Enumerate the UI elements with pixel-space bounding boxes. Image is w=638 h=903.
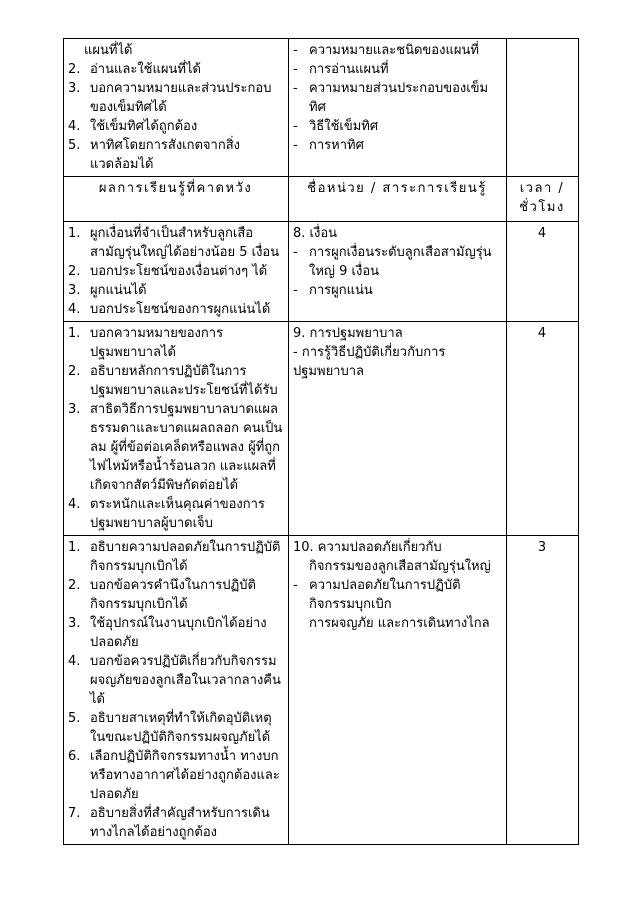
list-item [68,576,283,614]
outcomes-cell [64,39,289,177]
list-item [68,747,283,804]
unit-title: 10. ความปลอดภัยเกี่ยวกับ [293,540,442,555]
item-number: 2. [68,364,81,379]
list-item [293,41,501,60]
content-line: - การรู้วิธีปฏิบัติเกี่ยวกับการปฐมพยาบาล [293,345,446,379]
content-extra: การผจญภัย และการเดินทางไกล [309,616,490,631]
item-dash: - [293,283,298,298]
outcomes-cell [64,222,289,322]
content-list [293,243,501,300]
item-number: 4. [68,302,81,317]
unit-title-cont: กิจกรรมของลูกเสือสามัญรุ่นใหญ่ [309,559,491,574]
content-list [293,576,501,614]
item-number: 4. [68,654,81,669]
item-number: 5. [68,138,81,153]
item-text: อธิบายความปลอดภัยในการปฏิบัติกิจกรรมบุกเบิกได้ [90,540,281,574]
hours-cell [507,39,579,177]
item-dash: - [293,62,298,77]
item-text: ความปลอดภัยในการปฏิบัติกิจกรรมบุกเบิก [309,578,461,612]
item-text: บอกความหมายของการปฐมพยาบาลได้ [90,326,224,360]
item-number: 3. [68,616,81,631]
item-number: 2. [68,62,81,77]
item-number: 2. [68,264,81,279]
item-text: การอ่านแผนที่ [309,62,389,77]
item-dash: - [293,81,298,96]
item-text: บอกข้อควรคำนึงในการปฏิบัติกิจกรรมบุกเบิกได้ [90,578,256,612]
outcomes-list [68,224,283,319]
content-list [293,41,501,155]
item-number: 3. [68,283,81,298]
outcomes-cell [64,322,289,536]
item-text: บอกประโยชน์ของเงื่อนต่างๆ ได้ [90,264,268,279]
item-text: ความหมายและชนิดของแผนที่ [309,43,479,58]
content-cell [289,536,507,845]
item-number: 1. [68,540,81,555]
item-number: 5. [68,711,81,726]
item-text: เลือกปฏิบัติกิจกรรมทางน้ำ ทางบกหรือทางอากาศได้อย่างถูกต้องและปลอดภัย [90,749,280,802]
item-text: การหาทิศ [309,138,364,153]
list-item [68,224,283,262]
item-text: ผูกเงื่อนที่จำเป็นสำหรับลูกเสือสามัญรุ่นใหญ่ได้อย่างน้อย 5 เงื่อน [90,226,280,260]
list-item [68,300,283,319]
item-text: บอกข้อควรปฏิบัติเกี่ยวกับกิจกรรมผจญภัยของลูกเสือในเวลากลางคืนได้ [90,654,281,707]
list-item [68,281,283,300]
content-cell [289,322,507,536]
header-time: เวลา / ชั่วโมง [507,177,579,222]
list-item [68,614,283,652]
item-number: 4. [68,497,81,512]
list-item [293,281,501,300]
item-text: ความหมายส่วนประกอบของเข็มทิศ [309,81,489,115]
list-item [68,400,283,495]
list-item [68,804,283,842]
item-text: อ่านและใช้แผนที่ได้ [90,62,201,77]
item-text: ตระหนักและเห็นคุณค่าของการปฐมพยาบาลผู้บาดเจ็บ [90,497,265,531]
item-number: 1. [68,226,81,241]
item-text: สาธิตวิธีการปฐมพยาบาลบาดแผลธรรมดาและบาดแผลถลอก คนเป็นลม ผู้ที่ข้อต่อเคล็ดหรือแพลง ผู้ที่ถูกไฟไหม้หรือน้ำร้อนลวก และแผลที่เกิดจากสัตว์มีพิษกัดต่อยได้ [90,402,283,493]
table-row [64,322,579,536]
table-row [64,222,579,322]
outcomes-list [68,60,283,174]
list-item [293,79,501,117]
content-cell [289,222,507,322]
content-cell [289,39,507,177]
list-item [293,60,501,79]
list-item [68,79,283,117]
item-number: 3. [68,81,81,96]
unit-title: 8. เงื่อน [293,226,338,241]
hours-cell: 4 [507,322,579,536]
list-item [68,324,283,362]
table-header-row [64,177,579,222]
table-row [64,39,579,177]
item-text: อธิบายหลักการปฏิบัติในการปฐมพยาบาลและประโยชน์ที่ได้รับ [90,364,278,398]
list-item [293,136,501,155]
item-text: การผูกแน่น [309,283,373,298]
table-row [64,536,579,845]
header-outcomes: ผลการเรียนรู้ที่คาดหวัง [64,177,289,222]
item-text: อธิบายสาเหตุที่ทำให้เกิดอุบัติเหตุในขณะปฏิบัติกิจกรรมผจญภัยได้ [90,711,272,745]
list-item [293,243,501,281]
item-dash: - [293,578,298,593]
list-item [293,576,501,614]
list-item [68,262,283,281]
item-text: ใช้เข็มทิศได้ถูกต้อง [90,119,198,134]
item-text: หาทิศโดยการสังเกตจากสิ่งแวดล้อมได้ [90,138,240,172]
outcome-lead: แผนที่ได้ [84,43,133,58]
list-item [68,538,283,576]
hours-cell: 3 [507,536,579,845]
item-number: 2. [68,578,81,593]
list-item [68,136,283,174]
item-dash: - [293,245,298,260]
item-text: บอกประโยชน์ของการผูกแน่นได้ [90,302,271,317]
list-item [68,362,283,400]
item-number: 3. [68,402,81,417]
item-text: วิธีใช้เข็มทิศ [309,119,379,134]
item-dash: - [293,138,298,153]
item-text: ผูกแน่นได้ [90,283,147,298]
list-item [68,60,283,79]
item-number: 6. [68,749,81,764]
outcomes-list [68,538,283,842]
hours-cell: 4 [507,222,579,322]
item-dash: - [293,43,298,58]
list-item [68,495,283,533]
unit-title: 9. การปฐมพยาบาล [293,326,403,341]
item-text: ใช้อุปกรณ์ในงานบุกเบิกได้อย่างปลอดภัย [90,616,267,650]
item-text: บอกความหมายและส่วนประกอบของเข็มทิศได้ [90,81,272,115]
list-item [68,652,283,709]
item-number: 4. [68,119,81,134]
outcomes-cell [64,536,289,845]
list-item [68,117,283,136]
list-item [293,117,501,136]
list-item [68,709,283,747]
item-text: การผูกเงื่อนระดับลูกเสือสามัญรุ่นใหญ่ 9 เงื่อน [309,245,492,279]
item-text: อธิบายสิ่งที่สำคัญสำหรับการเดินทางไกลได้อย่างถูกต้อง [90,806,270,840]
item-dash: - [293,119,298,134]
item-number: 7. [68,806,81,821]
item-number: 1. [68,326,81,341]
curriculum-table [63,38,579,845]
header-unit: ชื่อหน่วย / สาระการเรียนรู้ [289,177,507,222]
outcomes-list [68,324,283,533]
